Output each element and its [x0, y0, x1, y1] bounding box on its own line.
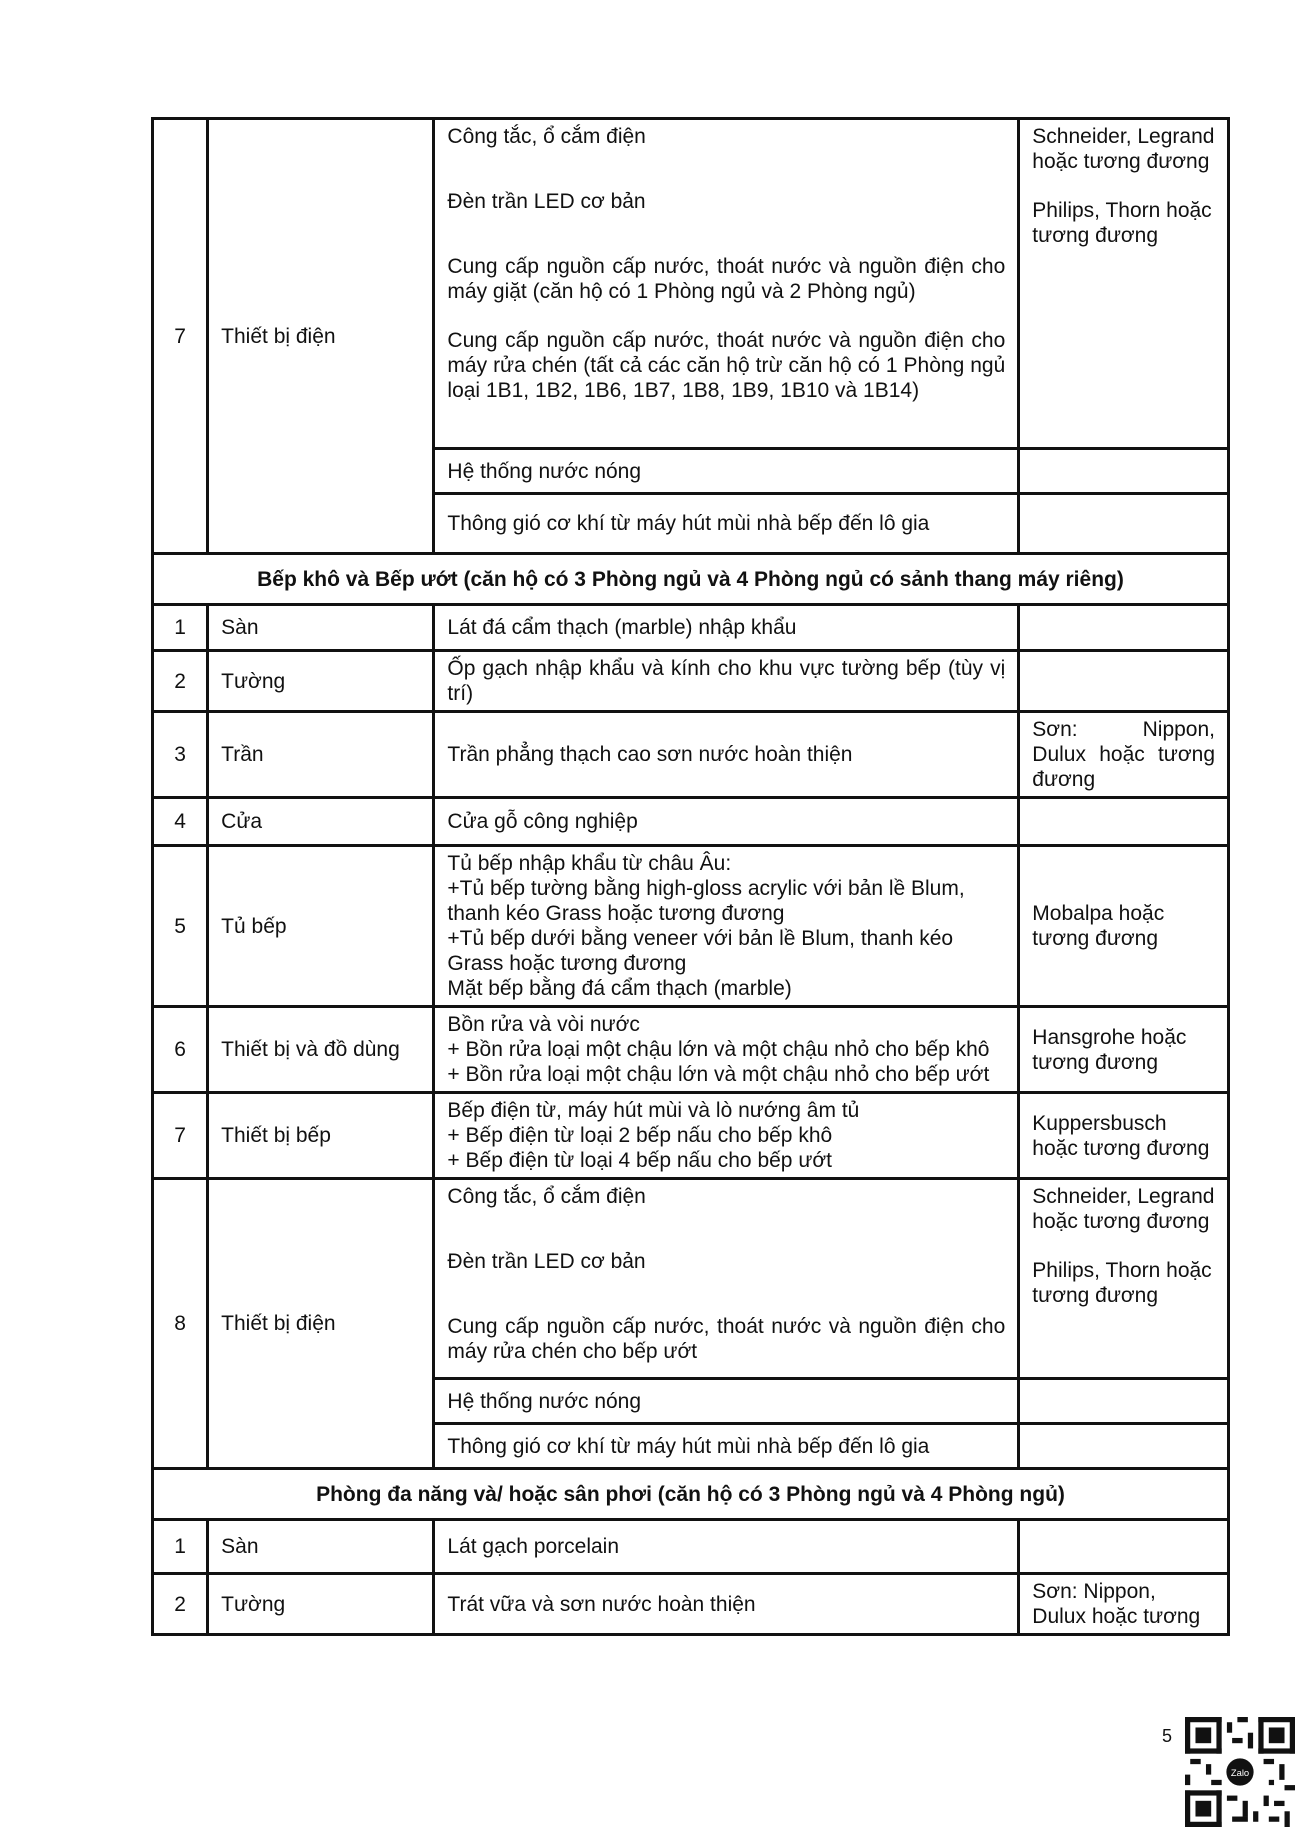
item-name: Cửa	[208, 798, 434, 846]
brand-cell	[1019, 798, 1229, 846]
specification-table	[151, 117, 1230, 1636]
item-description: Thông gió cơ khí từ máy hút mùi nhà bếp đến lô gia	[434, 494, 1019, 554]
item-name: Sàn	[208, 605, 434, 651]
item-name: Sàn	[208, 1520, 434, 1574]
description-line: Bồn rửa và vòi nước	[447, 1013, 640, 1036]
table-row	[153, 1179, 1229, 1379]
item-description: Ốp gạch nhập khẩu và kính cho khu vực tường bếp (tùy vị trí)	[434, 651, 1019, 712]
table-row	[153, 651, 1229, 712]
item-description	[434, 1093, 1019, 1179]
table-row	[153, 798, 1229, 846]
brand-cell	[1019, 651, 1229, 712]
brand-cell	[1019, 1179, 1229, 1379]
description-line: Đèn trần LED cơ bản	[447, 1250, 646, 1273]
description-line: + Bồn rửa loại một chậu lớn và một chậu nhỏ cho bếp ướt	[447, 1063, 990, 1086]
description-line: Cung cấp nguồn cấp nước, thoát nước và nguồn điện cho máy rửa chén (tất cả các căn hộ trừ căn hộ có 1 Phòng ngủ loại 1B1, 1B2, 1B6, 1B7, 1B8, 1B9, 1B10 và 1B14)	[447, 329, 1006, 402]
brand-cell: Kuppersbusch hoặc tương đương	[1019, 1093, 1229, 1179]
description-line: Công tắc, ổ cắm điện	[447, 1185, 646, 1208]
section-title: Phòng đa năng và/ hoặc sân phơi (căn hộ có 3 Phòng ngủ và 4 Phòng ngủ)	[153, 1469, 1229, 1520]
row-number: 7	[153, 1093, 208, 1179]
brand-cell	[1019, 494, 1229, 554]
item-name: Tường	[208, 1574, 434, 1635]
brand-text: Schneider, Legrand hoặc tương đương	[1032, 125, 1215, 173]
row-number: 1	[153, 1520, 208, 1574]
row-number: 5	[153, 846, 208, 1007]
row-number: 1	[153, 605, 208, 651]
description-line: +Tủ bếp dưới bằng veneer với bản lề Blum, thanh kéo Grass hoặc tương đương	[447, 927, 954, 975]
row-number: 2	[153, 651, 208, 712]
description-line: Đèn trần LED cơ bản	[447, 190, 646, 213]
item-name: Thiết bị điện	[208, 1179, 434, 1469]
brand-text: Schneider, Legrand hoặc tương đương	[1032, 1185, 1215, 1233]
description-line: Tủ bếp nhập khẩu từ châu Âu:	[447, 852, 732, 875]
brand-cell: Sơn: Nippon, Dulux hoặc tương	[1019, 1574, 1229, 1635]
description-line: + Bồn rửa loại một chậu lớn và một chậu nhỏ cho bếp khô	[447, 1038, 990, 1061]
table-row	[153, 846, 1229, 1007]
item-name: Trần	[208, 712, 434, 798]
item-description: Thông gió cơ khí từ máy hút mùi nhà bếp đến lô gia	[434, 1424, 1019, 1469]
brand-cell	[1019, 449, 1229, 494]
page-number: 5	[1162, 1726, 1173, 1746]
qr-label: Zalo	[1230, 1767, 1250, 1779]
description-line: Mặt bếp bằng đá cẩm thạch (marble)	[447, 977, 792, 1000]
item-description: Trần phẳng thạch cao sơn nước hoàn thiện	[434, 712, 1019, 798]
brand-cell: Hansgrohe hoặc tương đương	[1019, 1007, 1229, 1093]
brand-cell	[1019, 1379, 1229, 1424]
item-description: Trát vữa và sơn nước hoàn thiện	[434, 1574, 1019, 1635]
row-number: 4	[153, 798, 208, 846]
description-line: Cung cấp nguồn cấp nước, thoát nước và nguồn điện cho máy giặt (căn hộ có 1 Phòng ngủ và 2 Phòng ngủ)	[447, 255, 1006, 303]
item-description: Cửa gỗ công nghiệp	[434, 798, 1019, 846]
table-row	[153, 605, 1229, 651]
item-description	[434, 1007, 1019, 1093]
row-number: 2	[153, 1574, 208, 1635]
row-number: 3	[153, 712, 208, 798]
description-line: Cung cấp nguồn cấp nước, thoát nước và nguồn điện cho máy rửa chén cho bếp ướt	[447, 1315, 1006, 1363]
table-row	[153, 1574, 1229, 1635]
brand-cell	[1019, 605, 1229, 651]
item-name: Thiết bị và đồ dùng	[208, 1007, 434, 1093]
brand-text: Philips, Thorn hoặc tương đương	[1032, 199, 1212, 247]
description-line: + Bếp điện từ loại 4 bếp nấu cho bếp ướt	[447, 1149, 832, 1172]
row-number: 7	[153, 119, 208, 554]
qr-code	[1185, 1717, 1295, 1827]
brand-cell: Mobalpa hoặc tương đương	[1019, 846, 1229, 1007]
table-row	[153, 1520, 1229, 1574]
description-line: Công tắc, ổ cắm điện	[447, 125, 646, 148]
item-name: Thiết bị bếp	[208, 1093, 434, 1179]
section-title: Bếp khô và Bếp ướt (căn hộ có 3 Phòng ngủ và 4 Phòng ngủ có sảnh thang máy riêng)	[153, 554, 1229, 605]
brand-cell: Sơn: Nippon, Dulux hoặc tương đương	[1019, 712, 1229, 798]
item-name: Tủ bếp	[208, 846, 434, 1007]
section-header-row	[153, 554, 1229, 605]
item-description	[434, 119, 1019, 449]
row-number: 6	[153, 1007, 208, 1093]
item-description: Hệ thống nước nóng	[434, 1379, 1019, 1424]
table-row	[153, 119, 1229, 449]
brand-cell	[1019, 1520, 1229, 1574]
brand-cell	[1019, 119, 1229, 449]
table-row	[153, 1007, 1229, 1093]
item-description	[434, 1179, 1019, 1379]
table-row	[153, 712, 1229, 798]
description-line: + Bếp điện từ loại 2 bếp nấu cho bếp khô	[447, 1124, 833, 1147]
row-number: 8	[153, 1179, 208, 1469]
item-description: Lát đá cẩm thạch (marble) nhập khẩu	[434, 605, 1019, 651]
section-header-row	[153, 1469, 1229, 1520]
description-line: Bếp điện từ, máy hút mùi và lò nướng âm tủ	[447, 1099, 860, 1122]
brand-cell	[1019, 1424, 1229, 1469]
item-name: Tường	[208, 651, 434, 712]
table-row	[153, 1093, 1229, 1179]
description-line: +Tủ bếp tường bằng high-gloss acrylic với bản lề Blum, thanh kéo Grass hoặc tương đương	[447, 877, 965, 925]
item-description: Lát gạch porcelain	[434, 1520, 1019, 1574]
item-name: Thiết bị điện	[208, 119, 434, 554]
brand-text: Philips, Thorn hoặc tương đương	[1032, 1259, 1212, 1307]
item-description: Hệ thống nước nóng	[434, 449, 1019, 494]
item-description	[434, 846, 1019, 1007]
